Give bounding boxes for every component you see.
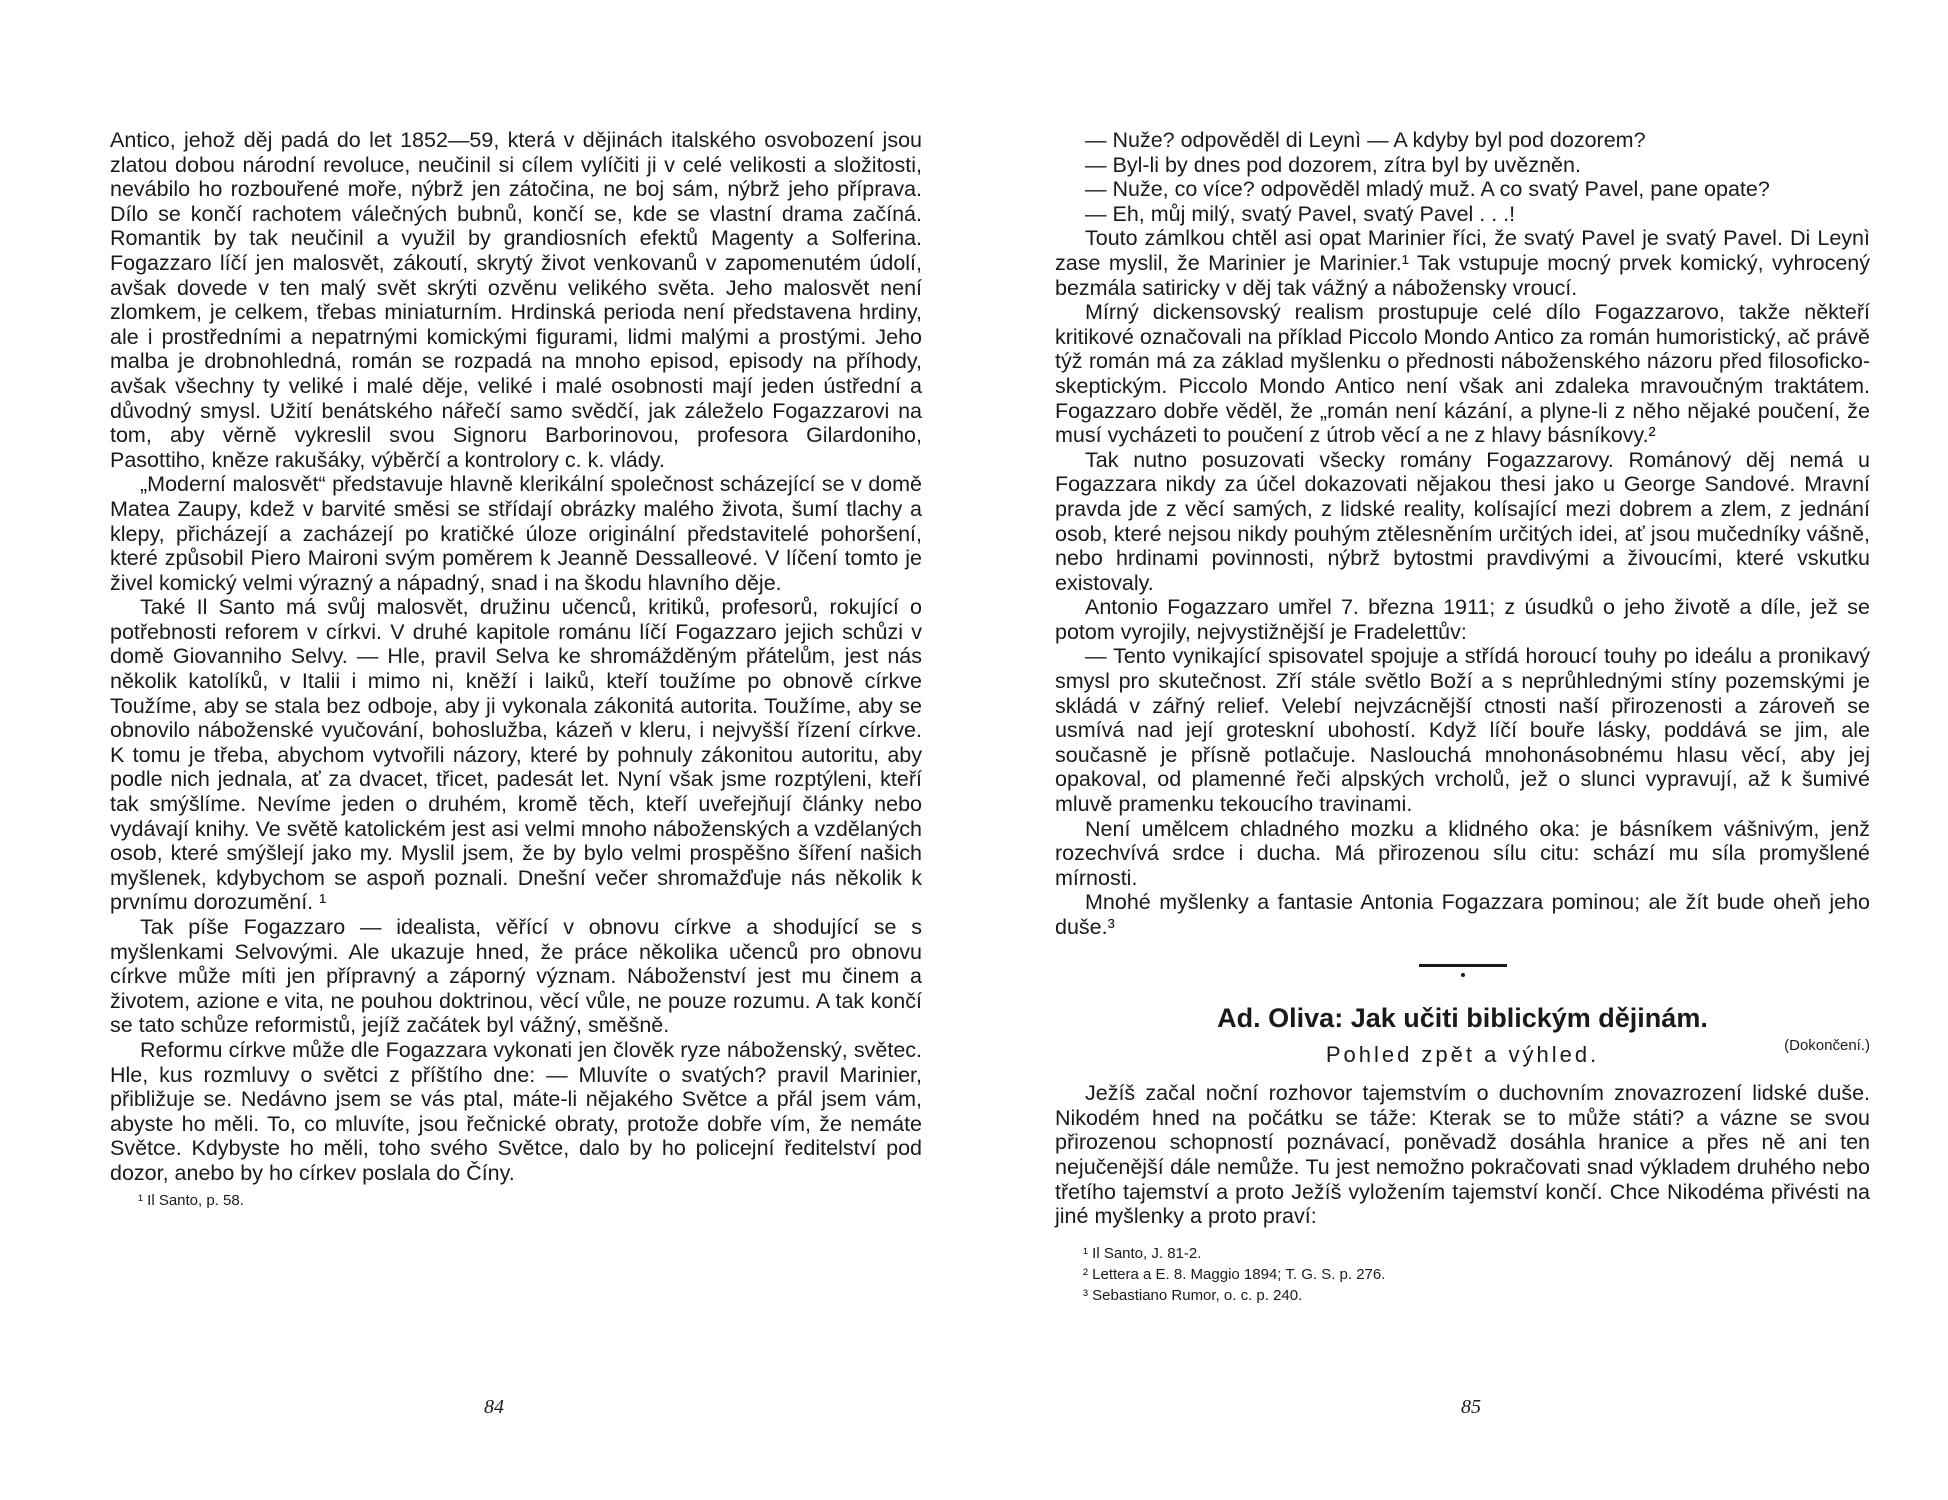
article-title: Ad. Oliva: Jak učiti biblickým dějinám.: [1217, 1002, 1708, 1033]
paragraph: „Moderní malosvět“ představuje hlavně klerikální společnost scházející se v domě Matea Zaupy, kdež v barvité směsi se střídají obrázky malého života, šumí tlachy a klepy, přicházejí a zacházejí po kratičké úloze originální představitelé pohoršení, které způsobil Piero Maironi svým poměrem k Jeanně Dessalleové. V líčení tomto je živel komický velmi výrazný a nápadný, snad i na škodu hlavního děje.: [110, 472, 922, 595]
paragraph: Touto zámlkou chtěl asi opat Marinier říci, že svatý Pavel je svatý Pavel. Di Leynì zase myslil, že Marinier je Marinier.¹ Tak vstupuje mocný prvek komický, vyhrocený bezmála satiricky v děj tak vážný a nábožensky vroucí.: [1055, 226, 1870, 300]
paragraph: — Nuže? odpověděl di Leynì — A kdyby byl pod dozorem?: [1085, 128, 1646, 152]
footnote: ³ Sebastiano Rumor, o. c. p. 240.: [1083, 1286, 1303, 1304]
paragraph: Není umělcem chladného mozku a klidného oka: je básníkem vášnivým, jenž rozechvívá srdce i ducha. Má přirozenou sílu citu: schází mu síla promyšlené mírnosti.: [1055, 816, 1870, 890]
page-number: 85: [1461, 1396, 1481, 1418]
right-page: [1055, 128, 1870, 1306]
left-page: [110, 128, 922, 1211]
footnote: ¹ Il Santo, p. 58.: [138, 1191, 244, 1209]
paragraph: Také Il Santo má svůj malosvět, družinu učenců, kritiků, profesorů, rokující o potřebnosti reforem v církvi. V druhé kapitole románu líčí Fogazzaro jejich schůzi v domě Giovanniho Selvy. — Hle, pravil Selva ke shromážděným přátelům, jest nás několik katolíků, v Italii i mimo ni, kněží i laiků, kteří toužíme po obnově církve Toužíme, aby se stala bez odboje, aby ji vykonala zákonitá autorita. Toužíme, aby se obnovilo náboženské vyučování, bohoslužba, kázeň v kleru, i nejvyšší řízení církve. K tomu je třeba, abychom vytvořili názory, které by pohnuly zákonitou autoritu, aby podle nich jednala, ať za dvacet, třicet, padesát let. Nyní však jsme rozptýleni, kteří tak smýšlíme. Nevíme jeden o druhém, kromě těch, kteří uveřejňují články nebo vydávají knihy. Ve světě katolickém jest asi velmi mnoho náboženských a vzdělaných osob, které smýšlejí jako my. Myslil jsem, že by bylo velmi prospěšno šíření našich myšlenek, kdybychom se aspoň poznali. Dnešní večer shromažďuje nás několik k prvnímu dorozumění. ¹: [110, 595, 922, 915]
footnote: ² Lettera a E. 8. Maggio 1894; T. G. S. p. 276.: [1083, 1265, 1386, 1283]
continued-note: (Dokončení.): [1784, 1036, 1870, 1054]
section-divider: [1419, 964, 1507, 967]
paragraph: — Byl-li by dnes pod dozorem, zítra byl by uvězněn.: [1085, 152, 1581, 177]
paragraph: — Eh, můj milý, svatý Pavel, svatý Pavel . . .!: [1085, 201, 1516, 226]
paragraph: — Tento vynikající spisovatel spojuje a střídá horoucí touhy po ideálu a pronikavý smysl pro skutečnost. Zří stále světlo Boží a s neprůhlednými stíny pozemskými je skládá v zářný relief. Velebí nejvzácnější ctnosti naší přirozenosti a zároveň se usmívá nad její groteskní ubohostí. Když líčí bouře lásky, poddává se jim, ale současně je přísně potlačuje. Naslouchá mnohonásobnému hlasu věcí, aby jej opakoval, od plamenné řeči alpských vrcholů, jež o slunci vypravují, až k šumivé mluvě pramenku tekoucího travinami.: [1055, 644, 1870, 817]
page-number: 84: [484, 1396, 504, 1418]
paragraph: Mnohé myšlenky a fantasie Antonia Fogazzara pominou; ale žít bude oheň jeho duše.³: [1055, 890, 1870, 939]
paragraph: Tak píše Fogazzaro — idealista, věřící v obnovu církve a shodující se s myšlenkami Selvovými. Ale ukazuje hned, že práce několika učenců pro obnovu církve může míti jen přípravný a záporný význam. Náboženství jest mu činem a životem, azione e vita, ne pouhou doktrinou, věcí vůle, ne pouze rozumu. A tak končí se tato schůze reformistů, jejíž začátek byl vážný, směšně.: [110, 915, 922, 1038]
paragraph: Antico, jehož děj padá do let 1852—59, která v dějinách italského osvobození jsou zlatou dobou národní revoluce, neučinil si cílem vylíčiti ji v celé velikosti a složitosti, nevábilo ho rozbouřené moře, nýbrž jen zátočina, ne boj sám, nýbrž jeho příprava. Dílo se končí rachotem válečných bubnů, končí se, kde se vlastní drama začíná. Romantik by tak neučinil a využil by grandiosních efektů Magenty a Solferina. Fogazzaro líčí jen malosvět, zákoutí, skrytý život venkovanů v zapomenutém údolí, avšak dovede v ten malý svět skrýti ozvěnu velikého světa. Jeho malosvět není zlomkem, je celkem, třebas miniaturním. Hrdinská perioda není představena hrdiny, ale i prostředními a nepatrnými komickými figurami, lidmi malými a prostými. Jeho malba je drobnohledná, román se rozpadá na mnoho episod, episody na příhody, avšak všechny ty veliké i malé děje, veliké i malé osobnosti mají jeden ústřední a důvodný smysl. Užití benátského nářečí samo svědčí, jak záleželo Fogazzarovi na tom, aby věrně vykreslil svou Signoru Barborinovou, profesora Gilardoniho, Pasottiho, kněze rakušáky, výběrčí a kontrolory c. k. vlády.: [110, 128, 922, 472]
paragraph: Ježíš začal noční rozhovor tajemstvím o duchovním znovazrození lidské duše. Nikodém hned na počátku se táže: Kterak se to může státi? a vázne se svou přirozenou schopností poznávací, poněvadž dosáhla hranice a přes ně ani ten nejučenější dále nemůže. Tu jest nemožno pokračovati snad výkladem druhého nebo třetího tajemství a proto Ježíš vyložením tajemství končí. Chce Nikodéma přivésti na jiné myšlenky a proto praví:: [1055, 1081, 1870, 1229]
footnotes: [1055, 1243, 1870, 1306]
footnote: ¹ Il Santo, J. 81-2.: [1083, 1244, 1202, 1262]
paragraph: Antonio Fogazzaro umřel 7. března 1911; z úsudků o jeho životě a díle, jež se potom vyrojily, nejvystižnější je Fradelettův:: [1055, 595, 1870, 644]
article-subtitle: Pohled zpět a výhled.: [1325, 1041, 1600, 1067]
footnotes: [110, 1190, 922, 1211]
paragraph: — Nuže, co více? odpověděl mladý muž. A co svatý Pavel, pane opate?: [1085, 177, 1770, 202]
paragraph: Reformu církve může dle Fogazzara vykonati jen člověk ryze náboženský, světec. Hle, kus rozmluvy o světci z příštího dne: — Mluvíte o svatých? pravil Marinier, přibližuje se. Nedávno jsem se vás ptal, máte-li nějakého Světce a přál jsem vám, abyste ho měli. To, co mluvíte, jsou řečnické obraty, protože dobře vím, že nemáte Světce. Kdybyste ho měli, toho svého Světce, dalo by ho policejní ředitelství pod dozor, anebo by ho církev poslala do Číny.: [110, 1037, 922, 1185]
paragraph: Tak nutno posuzovati všecky romány Fogazzarovy. Románový děj nemá u Fogazzara nikdy za účel dokazovati nějakou thesi jako u George Sandové. Mravní pravda jde z věcí samých, z lidské reality, kolísající mezi dobrem a zlem, z jednání osob, které nejsou nikdy pouhým ztělesněním určitých idei, ať jsou mučedníky vášně, nebo hrdinami povinnosti, nýbrž bytostmi pravdivými a živoucími, které vskutku existovaly.: [1055, 447, 1870, 595]
paragraph: Mírný dickensovský realism prostupuje celé dílo Fogazzarovo, takže někteří kritikové označovali na příklad Piccolo Mondo Antico za román humoristický, ač právě týž román má za základ myšlenku o přednosti náboženského názoru před filosoficko-skeptickým. Piccolo Mondo Antico není však ani zdaleka mravoučným traktátem. Fogazzaro dobře věděl, že „román není kázání, a plyne-li z něho nějaké poučení, že musí vycházeti to poučení z útrob věcí a ne z hlavy básníkovy.²: [1055, 300, 1870, 448]
